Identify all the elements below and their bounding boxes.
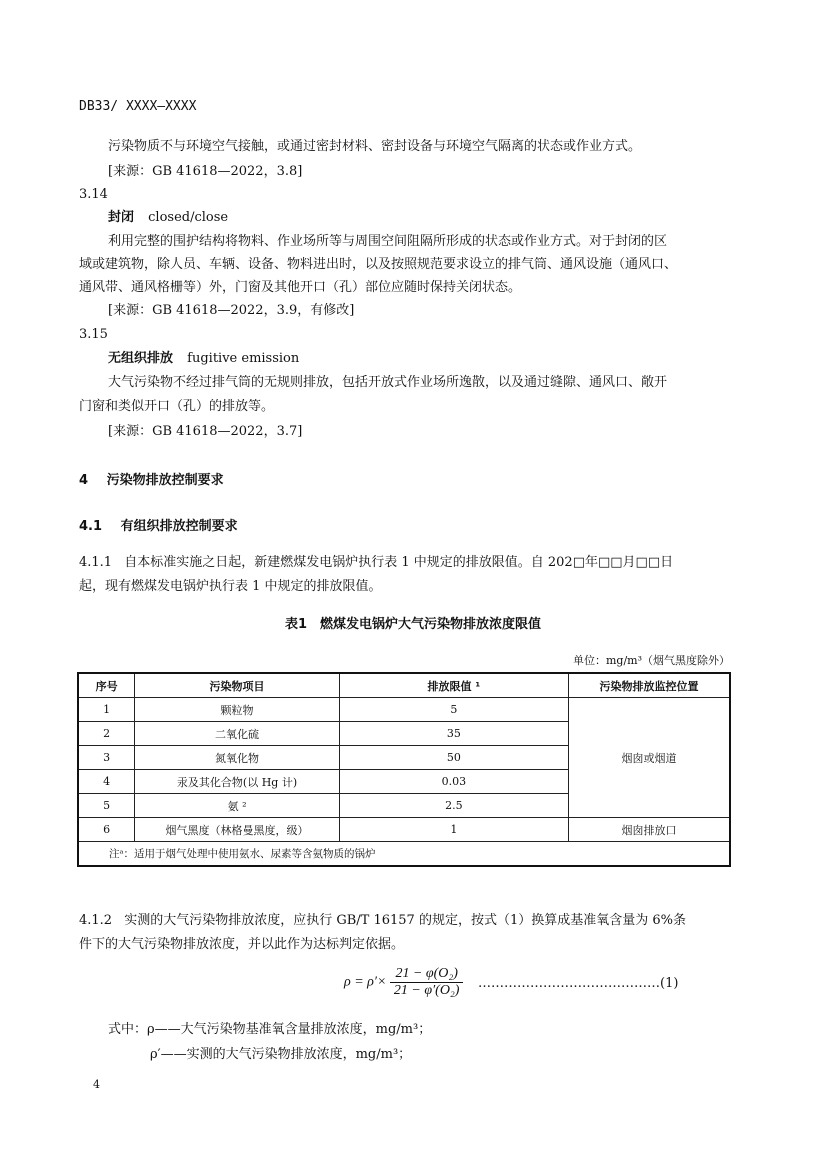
header-cell: 污染物项目 bbox=[135, 673, 339, 698]
definition-line: 通风带、通风格栅等）外，门窗及其他开口（孔）部位应随时保持关闭状态。 bbox=[79, 280, 522, 295]
section-number: 4 bbox=[79, 473, 89, 488]
term-cn: 无组织排放 bbox=[108, 351, 174, 366]
header-cell: 污染物排放监控位置 bbox=[569, 673, 731, 698]
definition-line: 域或建筑物，除人员、车辆、设备、物料进出时，以及按照规范要求设立的排气筒、通风设施（通风口、 bbox=[79, 257, 678, 272]
formula-lhs: ρ = ρ′× bbox=[344, 974, 387, 990]
clause-line: 实测的大气污染物排放浓度，应执行 GB/T 16157 的规定，按式（1）换算成基准氧含量为 6%条 bbox=[124, 913, 686, 928]
limit-value: 35 bbox=[339, 722, 568, 746]
clause-number: 4.1.2 bbox=[79, 913, 113, 928]
header-cell: 排放限值 ¹ bbox=[339, 673, 568, 698]
clause-number: 3.15 bbox=[79, 327, 108, 342]
clause-line: 件下的大气污染物排放浓度，并以此作为达标判定依据。 bbox=[79, 937, 405, 952]
table-note-row bbox=[78, 842, 730, 867]
limit-value: 0.03 bbox=[339, 770, 568, 794]
source-citation: [来源：GB 41618—2022，3.7] bbox=[108, 424, 303, 439]
definition-line: 利用完整的围护结构将物料、作业场所等与周围空间阻隔所形成的状态或作业方式。对于封闭的区 bbox=[108, 234, 668, 249]
header-cell: 序号 bbox=[78, 673, 135, 698]
row-number: 2 bbox=[78, 722, 135, 746]
term-heading bbox=[108, 209, 228, 227]
row-number: 1 bbox=[78, 698, 135, 722]
table-unit: 单位：mg/m³（烟气黑度除外） bbox=[572, 654, 730, 667]
pollutant-item: 颗粒物 bbox=[135, 698, 339, 722]
pollutant-item: 二氧化硫 bbox=[135, 722, 339, 746]
row-number: 6 bbox=[78, 818, 135, 842]
clause-number: 4.1.1 bbox=[79, 555, 113, 570]
variable-definition: ρ——大气污染物基准氧含量排放浓度，mg/m³； bbox=[147, 1022, 432, 1037]
pollutant-item: 氮氧化物 bbox=[135, 746, 339, 770]
variable-definition: ρ′——实测的大气污染物排放浓度，mg/m³； bbox=[150, 1047, 412, 1062]
pollutant-item: 烟气黑度（林格曼黑度，级） bbox=[135, 818, 339, 842]
term-en: fugitive emission bbox=[187, 351, 300, 366]
page-number: 4 bbox=[93, 1078, 100, 1091]
subsection-number: 4.1 bbox=[79, 519, 103, 534]
formula-denominator: 21 − φ′(O₂) bbox=[393, 983, 460, 998]
formula-variables bbox=[108, 1021, 431, 1039]
where-lead: 式中： bbox=[108, 1022, 148, 1037]
definition-line: 大气污染物不经过排气筒的无规则排放，包括开放式作业场所逸散，以及通过缝隙、通风口、敞开 bbox=[108, 375, 668, 390]
source-citation: [来源：GB 41618—2022，3.8] bbox=[108, 164, 303, 179]
emission-limits-table bbox=[77, 672, 731, 867]
pollutant-item: 氨 ² bbox=[135, 794, 339, 818]
row-number: 4 bbox=[78, 770, 135, 794]
pollutant-item: 汞及其化合物(以 Hg 计) bbox=[135, 770, 339, 794]
formula-numerator: 21 − φ(O₂) bbox=[390, 966, 464, 983]
section-title: 污染物排放控制要求 bbox=[106, 473, 224, 488]
row-number: 3 bbox=[78, 746, 135, 770]
section-heading bbox=[79, 472, 224, 490]
table-row bbox=[78, 698, 730, 722]
clause-line: 自本标准实施之日起，新建燃煤发电锅炉执行表 1 中规定的排放限值。自 202□年□□月□□日 bbox=[124, 555, 674, 570]
limit-value: 5 bbox=[339, 698, 568, 722]
document-code-header: DB33/ XXXX—XXXX bbox=[79, 99, 197, 114]
term-en: closed/close bbox=[148, 210, 229, 225]
source-citation: [来源：GB 41618—2022，3.9，有修改] bbox=[108, 303, 355, 318]
subsection-title: 有组织排放控制要求 bbox=[120, 519, 238, 534]
formula-fraction bbox=[390, 966, 464, 999]
limit-value: 50 bbox=[339, 746, 568, 770]
subsection-heading bbox=[79, 518, 238, 536]
clause-paragraph bbox=[79, 912, 686, 930]
clause-line: 起，现有燃煤发电锅炉执行表 1 中规定的排放限值。 bbox=[79, 579, 382, 594]
term-heading bbox=[108, 350, 299, 368]
clause-paragraph bbox=[79, 554, 673, 572]
definition-text: 污染物质不与环境空气接触，或通过密封材料、密封设备与环境空气隔离的状态或作业方式。 bbox=[108, 139, 642, 154]
oxygen-correction-formula bbox=[344, 966, 463, 999]
table-header-row bbox=[78, 673, 730, 698]
definition-line: 门窗和类似开口（孔）的排放等。 bbox=[79, 399, 275, 414]
monitoring-location: 烟囱或烟道 bbox=[569, 698, 731, 818]
limit-value: 2.5 bbox=[339, 794, 568, 818]
term-cn: 封闭 bbox=[108, 210, 135, 225]
monitoring-location: 烟囱排放口 bbox=[569, 818, 731, 842]
formula-equation-number: ……………………………………(1) bbox=[478, 976, 679, 991]
table-row bbox=[78, 818, 730, 842]
clause-number: 3.14 bbox=[79, 187, 108, 202]
limit-value: 1 bbox=[339, 818, 568, 842]
table-caption: 表1 燃煤发电锅炉大气污染物排放浓度限值 bbox=[284, 617, 542, 632]
table-note: 注ᵃ：适用于烟气处理中使用氨水、尿素等含氨物质的锅炉 bbox=[78, 842, 730, 867]
row-number: 5 bbox=[78, 794, 135, 818]
